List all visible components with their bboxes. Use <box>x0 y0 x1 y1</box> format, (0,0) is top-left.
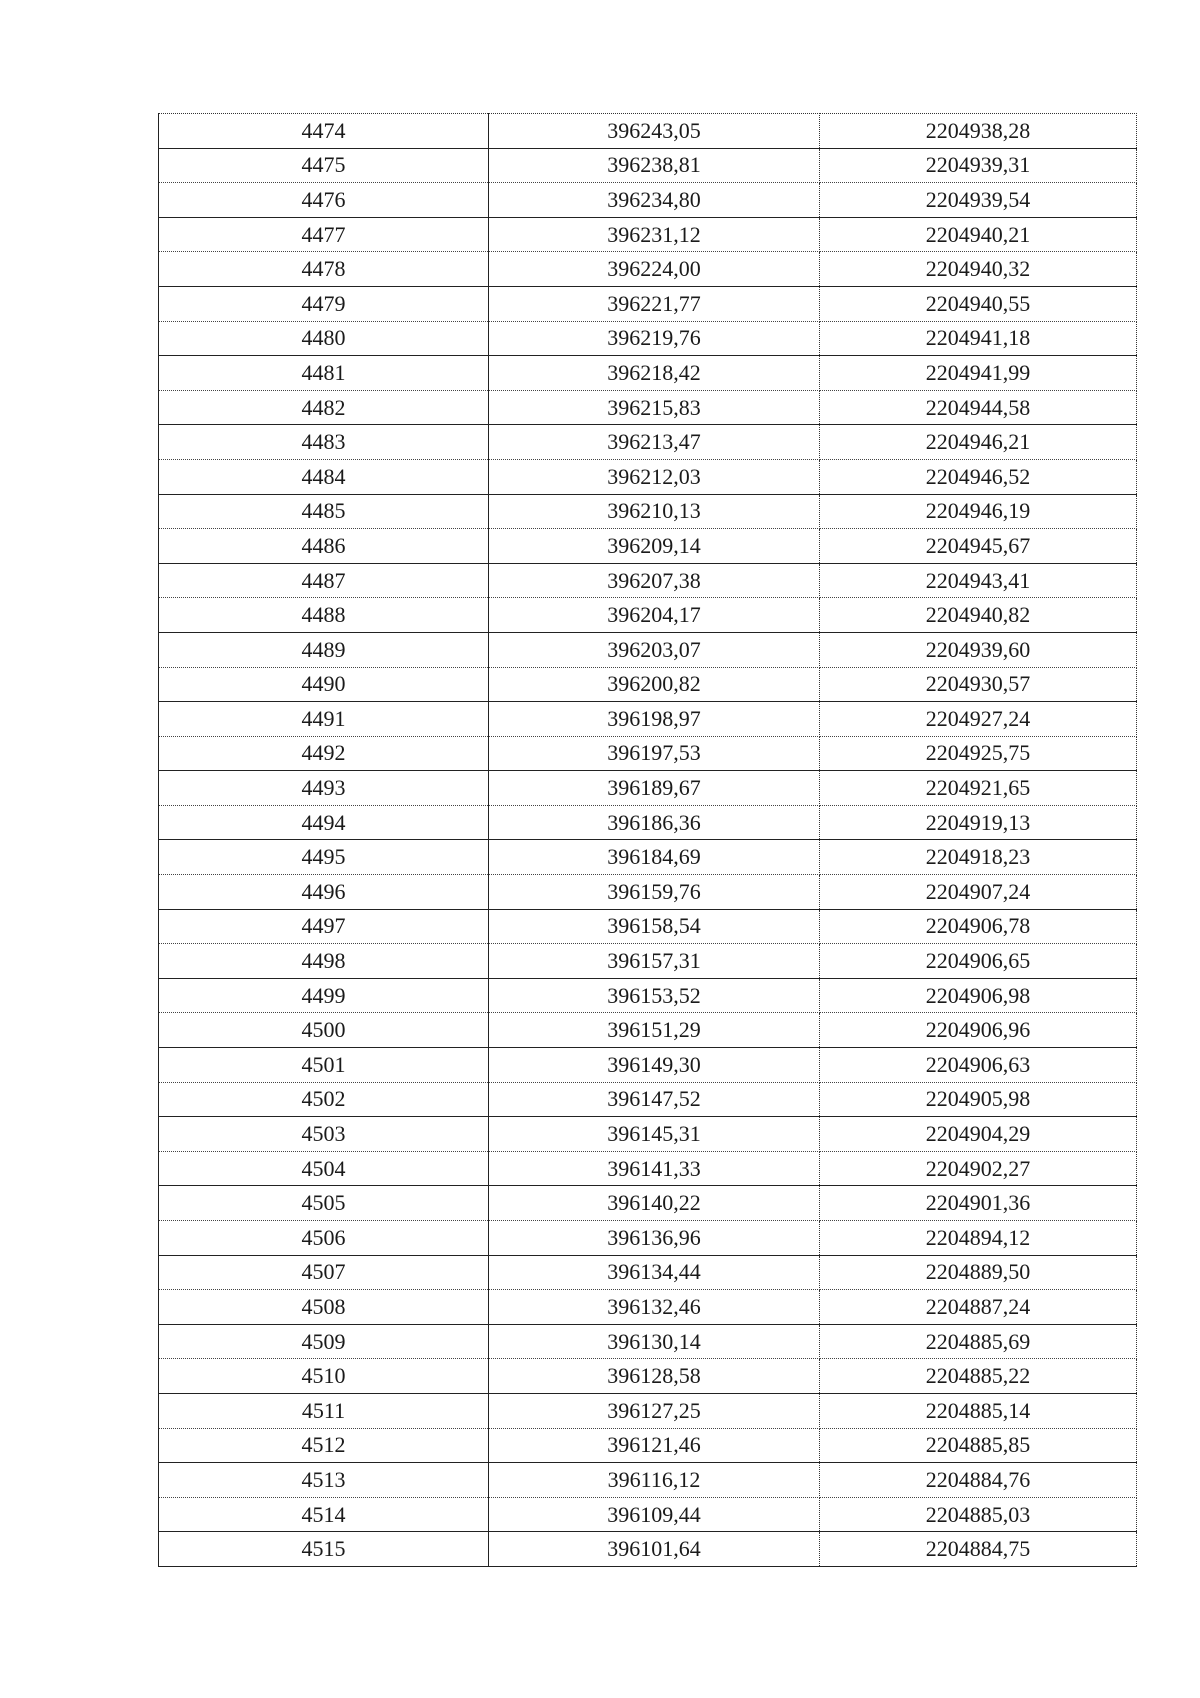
point-number-cell: 4479 <box>159 286 489 321</box>
x-coordinate-cell: 396159,76 <box>489 875 820 910</box>
point-number-cell: 4490 <box>159 667 489 702</box>
table-row <box>159 978 1137 1013</box>
point-number-cell: 4493 <box>159 771 489 806</box>
x-coordinate-cell: 396157,31 <box>489 944 820 979</box>
y-coordinate-cell: 2204940,32 <box>820 252 1137 287</box>
y-coordinate-cell: 2204938,28 <box>820 114 1137 149</box>
y-coordinate-cell: 2204889,50 <box>820 1255 1137 1290</box>
table-row <box>159 1324 1137 1359</box>
point-number-cell: 4481 <box>159 356 489 391</box>
point-number-cell: 4504 <box>159 1151 489 1186</box>
x-coordinate-cell: 396134,44 <box>489 1255 820 1290</box>
y-coordinate-cell: 2204907,24 <box>820 875 1137 910</box>
x-coordinate-cell: 396209,14 <box>489 529 820 564</box>
y-coordinate-cell: 2204885,03 <box>820 1497 1137 1532</box>
point-number-cell: 4480 <box>159 321 489 356</box>
table-row <box>159 702 1137 737</box>
point-number-cell: 4512 <box>159 1428 489 1463</box>
table-row <box>159 529 1137 564</box>
point-number-cell: 4489 <box>159 632 489 667</box>
table-row <box>159 1497 1137 1532</box>
table-row <box>159 494 1137 529</box>
table-row <box>159 632 1137 667</box>
x-coordinate-cell: 396231,12 <box>489 217 820 252</box>
table-row <box>159 771 1137 806</box>
y-coordinate-cell: 2204885,22 <box>820 1359 1137 1394</box>
y-coordinate-cell: 2204946,52 <box>820 459 1137 494</box>
x-coordinate-cell: 396207,38 <box>489 563 820 598</box>
point-number-cell: 4477 <box>159 217 489 252</box>
y-coordinate-cell: 2204905,98 <box>820 1082 1137 1117</box>
table-row <box>159 875 1137 910</box>
y-coordinate-cell: 2204884,76 <box>820 1463 1137 1498</box>
point-number-cell: 4487 <box>159 563 489 598</box>
point-number-cell: 4495 <box>159 840 489 875</box>
table-row <box>159 805 1137 840</box>
y-coordinate-cell: 2204884,75 <box>820 1532 1137 1567</box>
x-coordinate-cell: 396140,22 <box>489 1186 820 1221</box>
y-coordinate-cell: 2204906,78 <box>820 909 1137 944</box>
table-row <box>159 425 1137 460</box>
table-row <box>159 1428 1137 1463</box>
y-coordinate-cell: 2204894,12 <box>820 1221 1137 1256</box>
table-row <box>159 1186 1137 1221</box>
point-number-cell: 4494 <box>159 805 489 840</box>
point-number-cell: 4475 <box>159 148 489 183</box>
point-number-cell: 4507 <box>159 1255 489 1290</box>
table-row <box>159 1290 1137 1325</box>
point-number-cell: 4514 <box>159 1497 489 1532</box>
x-coordinate-cell: 396219,76 <box>489 321 820 356</box>
x-coordinate-cell: 396210,13 <box>489 494 820 529</box>
table-row <box>159 1117 1137 1152</box>
point-number-cell: 4509 <box>159 1324 489 1359</box>
table-row <box>159 321 1137 356</box>
y-coordinate-cell: 2204904,29 <box>820 1117 1137 1152</box>
coordinates-table-body <box>159 114 1137 1567</box>
x-coordinate-cell: 396149,30 <box>489 1048 820 1083</box>
y-coordinate-cell: 2204944,58 <box>820 390 1137 425</box>
y-coordinate-cell: 2204943,41 <box>820 563 1137 598</box>
y-coordinate-cell: 2204940,21 <box>820 217 1137 252</box>
y-coordinate-cell: 2204941,18 <box>820 321 1137 356</box>
point-number-cell: 4506 <box>159 1221 489 1256</box>
y-coordinate-cell: 2204919,13 <box>820 805 1137 840</box>
y-coordinate-cell: 2204945,67 <box>820 529 1137 564</box>
point-number-cell: 4510 <box>159 1359 489 1394</box>
point-number-cell: 4486 <box>159 529 489 564</box>
table-row <box>159 1532 1137 1567</box>
x-coordinate-cell: 396198,97 <box>489 702 820 737</box>
point-number-cell: 4484 <box>159 459 489 494</box>
table-row <box>159 1082 1137 1117</box>
point-number-cell: 4513 <box>159 1463 489 1498</box>
y-coordinate-cell: 2204940,82 <box>820 598 1137 633</box>
x-coordinate-cell: 396145,31 <box>489 1117 820 1152</box>
y-coordinate-cell: 2204885,14 <box>820 1393 1137 1428</box>
table-row <box>159 217 1137 252</box>
table-row <box>159 909 1137 944</box>
y-coordinate-cell: 2204885,69 <box>820 1324 1137 1359</box>
y-coordinate-cell: 2204946,19 <box>820 494 1137 529</box>
table-row <box>159 356 1137 391</box>
x-coordinate-cell: 396132,46 <box>489 1290 820 1325</box>
point-number-cell: 4483 <box>159 425 489 460</box>
x-coordinate-cell: 396151,29 <box>489 1013 820 1048</box>
table-row <box>159 598 1137 633</box>
y-coordinate-cell: 2204906,98 <box>820 978 1137 1013</box>
point-number-cell: 4476 <box>159 183 489 218</box>
y-coordinate-cell: 2204901,36 <box>820 1186 1137 1221</box>
y-coordinate-cell: 2204939,31 <box>820 148 1137 183</box>
table-row <box>159 667 1137 702</box>
x-coordinate-cell: 396153,52 <box>489 978 820 1013</box>
x-coordinate-cell: 396218,42 <box>489 356 820 391</box>
table-row <box>159 1151 1137 1186</box>
coordinates-table <box>158 113 1137 1567</box>
x-coordinate-cell: 396221,77 <box>489 286 820 321</box>
x-coordinate-cell: 396234,80 <box>489 183 820 218</box>
point-number-cell: 4478 <box>159 252 489 287</box>
point-number-cell: 4511 <box>159 1393 489 1428</box>
point-number-cell: 4502 <box>159 1082 489 1117</box>
table-row <box>159 390 1137 425</box>
point-number-cell: 4508 <box>159 1290 489 1325</box>
x-coordinate-cell: 396189,67 <box>489 771 820 806</box>
x-coordinate-cell: 396186,36 <box>489 805 820 840</box>
table-row <box>159 252 1137 287</box>
point-number-cell: 4496 <box>159 875 489 910</box>
x-coordinate-cell: 396203,07 <box>489 632 820 667</box>
table-row <box>159 114 1137 149</box>
x-coordinate-cell: 396116,12 <box>489 1463 820 1498</box>
table-row <box>159 183 1137 218</box>
point-number-cell: 4474 <box>159 114 489 149</box>
y-coordinate-cell: 2204906,63 <box>820 1048 1137 1083</box>
table-row <box>159 1359 1137 1394</box>
x-coordinate-cell: 396204,17 <box>489 598 820 633</box>
point-number-cell: 4503 <box>159 1117 489 1152</box>
table-row <box>159 1013 1137 1048</box>
table-row <box>159 1393 1137 1428</box>
x-coordinate-cell: 396158,54 <box>489 909 820 944</box>
y-coordinate-cell: 2204921,65 <box>820 771 1137 806</box>
y-coordinate-cell: 2204925,75 <box>820 736 1137 771</box>
table-row <box>159 1048 1137 1083</box>
x-coordinate-cell: 396121,46 <box>489 1428 820 1463</box>
y-coordinate-cell: 2204887,24 <box>820 1290 1137 1325</box>
y-coordinate-cell: 2204906,96 <box>820 1013 1137 1048</box>
x-coordinate-cell: 396128,58 <box>489 1359 820 1394</box>
point-number-cell: 4505 <box>159 1186 489 1221</box>
point-number-cell: 4497 <box>159 909 489 944</box>
x-coordinate-cell: 396238,81 <box>489 148 820 183</box>
y-coordinate-cell: 2204927,24 <box>820 702 1137 737</box>
point-number-cell: 4500 <box>159 1013 489 1048</box>
point-number-cell: 4515 <box>159 1532 489 1567</box>
y-coordinate-cell: 2204930,57 <box>820 667 1137 702</box>
x-coordinate-cell: 396127,25 <box>489 1393 820 1428</box>
table-row <box>159 286 1137 321</box>
y-coordinate-cell: 2204939,60 <box>820 632 1137 667</box>
x-coordinate-cell: 396141,33 <box>489 1151 820 1186</box>
point-number-cell: 4499 <box>159 978 489 1013</box>
x-coordinate-cell: 396136,96 <box>489 1221 820 1256</box>
x-coordinate-cell: 396109,44 <box>489 1497 820 1532</box>
point-number-cell: 4488 <box>159 598 489 633</box>
point-number-cell: 4498 <box>159 944 489 979</box>
table-row <box>159 459 1137 494</box>
table-row <box>159 148 1137 183</box>
y-coordinate-cell: 2204941,99 <box>820 356 1137 391</box>
x-coordinate-cell: 396243,05 <box>489 114 820 149</box>
y-coordinate-cell: 2204939,54 <box>820 183 1137 218</box>
x-coordinate-cell: 396197,53 <box>489 736 820 771</box>
table-row <box>159 840 1137 875</box>
y-coordinate-cell: 2204902,27 <box>820 1151 1137 1186</box>
table-row <box>159 944 1137 979</box>
table-row <box>159 563 1137 598</box>
table-row <box>159 1255 1137 1290</box>
x-coordinate-cell: 396184,69 <box>489 840 820 875</box>
y-coordinate-cell: 2204906,65 <box>820 944 1137 979</box>
table-row <box>159 1463 1137 1498</box>
x-coordinate-cell: 396212,03 <box>489 459 820 494</box>
x-coordinate-cell: 396130,14 <box>489 1324 820 1359</box>
y-coordinate-cell: 2204885,85 <box>820 1428 1137 1463</box>
point-number-cell: 4485 <box>159 494 489 529</box>
x-coordinate-cell: 396200,82 <box>489 667 820 702</box>
point-number-cell: 4482 <box>159 390 489 425</box>
table-row <box>159 736 1137 771</box>
point-number-cell: 4491 <box>159 702 489 737</box>
x-coordinate-cell: 396215,83 <box>489 390 820 425</box>
x-coordinate-cell: 396147,52 <box>489 1082 820 1117</box>
x-coordinate-cell: 396213,47 <box>489 425 820 460</box>
table-row <box>159 1221 1137 1256</box>
y-coordinate-cell: 2204946,21 <box>820 425 1137 460</box>
x-coordinate-cell: 396224,00 <box>489 252 820 287</box>
y-coordinate-cell: 2204918,23 <box>820 840 1137 875</box>
y-coordinate-cell: 2204940,55 <box>820 286 1137 321</box>
point-number-cell: 4492 <box>159 736 489 771</box>
point-number-cell: 4501 <box>159 1048 489 1083</box>
x-coordinate-cell: 396101,64 <box>489 1532 820 1567</box>
